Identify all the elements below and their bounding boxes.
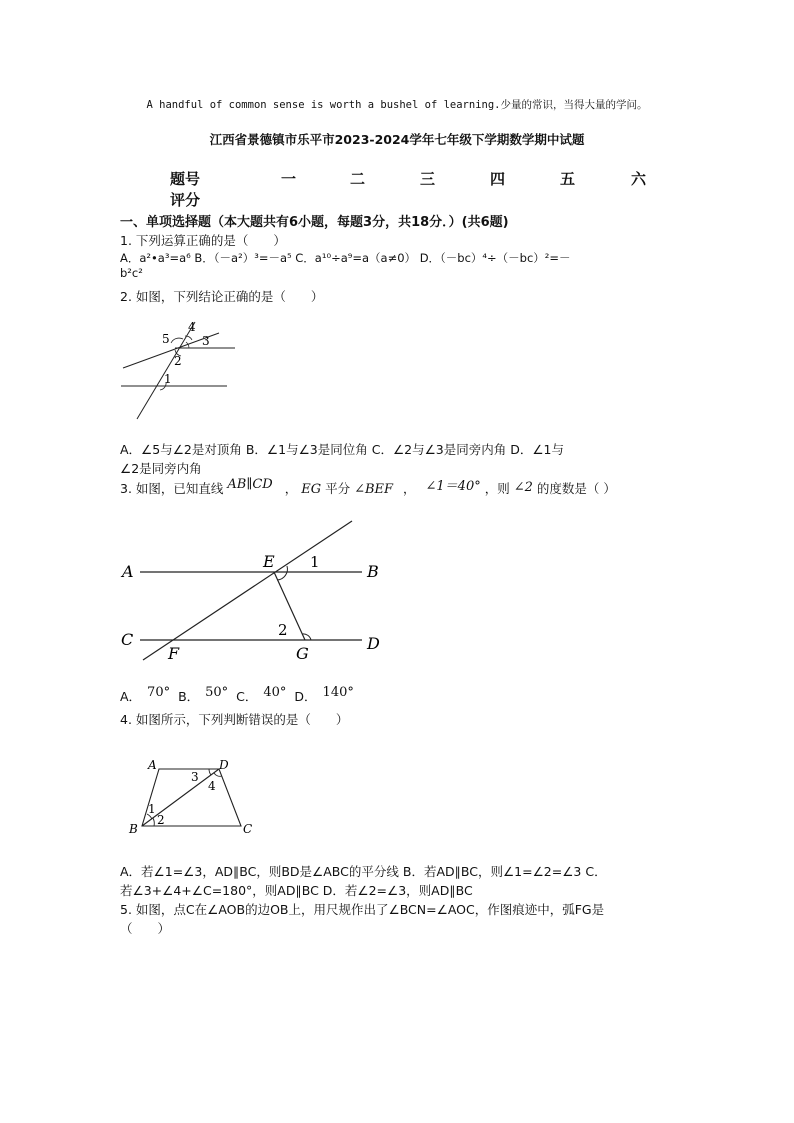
- q3-stem-a: 3. 如图，已知直线: [120, 481, 224, 496]
- q3-figure: [115, 514, 390, 664]
- q3-math-parallel: AB∥CD: [227, 477, 273, 492]
- q4-label-b: B: [129, 822, 138, 836]
- score-col-2: 二: [350, 170, 366, 188]
- q4-label-3: 3: [191, 770, 199, 784]
- q4-figure: [125, 755, 265, 837]
- q2-label-4: 4: [188, 320, 196, 334]
- q3-label-c: C: [121, 630, 134, 649]
- q3-option-c-value: 40°: [263, 685, 287, 700]
- q4-options-line2: 若∠3+∠4+∠C=180°，则AD∥BC D．若∠2=∠3，则AD∥BC: [120, 883, 473, 898]
- q2-label-3: 3: [202, 334, 210, 348]
- q1-stem: 1. 下列运算正确的是（ ）: [120, 233, 286, 248]
- q4-stem: 4. 如图所示，下列判断错误的是（ ）: [120, 712, 349, 727]
- q2-options-line2: ∠2是同旁内角: [120, 461, 202, 476]
- motto: A handful of common sense is worth a bushel of learning.少量的常识，当得大量的学问。: [146, 99, 648, 111]
- q4-diagonal-bd: [142, 769, 219, 826]
- q3-label-2: 2: [278, 621, 288, 639]
- score-col-5: 五: [560, 170, 576, 188]
- score-col-3: 三: [420, 170, 436, 188]
- q3-option-b-value: 50°: [205, 685, 229, 700]
- q4-label-c: C: [243, 822, 253, 836]
- q3-math-eg: EG: [301, 482, 322, 497]
- score-row-label: 评分: [170, 191, 201, 209]
- q3-sep-2: ，: [403, 481, 416, 496]
- q5-stem-line2: （ ）: [120, 921, 171, 936]
- score-col-6: 六: [631, 170, 647, 188]
- q3-line-ef: [143, 521, 352, 660]
- q3-label-a: A: [122, 562, 134, 581]
- q3-option-a-label: A．: [120, 689, 142, 704]
- score-table: [0, 168, 794, 212]
- q3-stem-b: 平分: [325, 481, 351, 496]
- q3-stem-d: 的度数是（ ）: [536, 481, 616, 496]
- q4-label-1: 1: [148, 802, 156, 816]
- q2-label-5: 5: [162, 332, 170, 346]
- q3-label-e: E: [263, 552, 275, 571]
- q3-stem-c: ，则: [484, 481, 510, 496]
- score-col-1: 一: [281, 170, 297, 188]
- q4-label-a: A: [148, 758, 157, 772]
- section-1-heading: 一、单项选择题（本大题共有6小题，每题3分，共18分．）(共6题): [120, 215, 509, 230]
- q2-label-2: 2: [174, 354, 182, 368]
- q4-arc-2: [153, 818, 154, 826]
- q3-option-a-value: 70°: [147, 685, 171, 700]
- score-head-label: 题号: [170, 170, 201, 188]
- q4-label-2: 2: [157, 813, 165, 827]
- q2-figure: [115, 316, 240, 421]
- q3-option-b-label: B．: [178, 689, 200, 704]
- q3-sep-1: ，: [284, 481, 298, 496]
- q3-math-angle2: ∠2: [513, 480, 533, 495]
- q4-label-4: 4: [208, 779, 216, 793]
- q1-options-line2: b²c²: [120, 266, 143, 280]
- q4-label-d: D: [219, 758, 229, 772]
- q2-stem: 2. 如图，下列结论正确的是（ ）: [120, 289, 324, 304]
- q4-arc-3: [209, 769, 211, 775]
- q3-label-f: F: [168, 644, 180, 663]
- q3-stem: [120, 478, 616, 500]
- q5-stem-line1: 5. 如图，点C在∠AOB的边OB上，用尺规作出了∠BCN=∠AOC，作图痕迹中，弧FG是: [120, 902, 605, 917]
- q3-label-g: G: [296, 644, 309, 663]
- q2-options-line1: A．∠5与∠2是对顶角 B．∠1与∠3是同位角 C．∠2与∠3是同旁内角 D．∠1与: [120, 442, 565, 457]
- exam-title: 江西省景德镇市乐平市2023-2024学年七年级下学期数学期中试题: [209, 132, 585, 147]
- score-col-4: 四: [490, 170, 506, 188]
- q3-math-angle-bef: ∠BEF: [354, 482, 394, 497]
- q3-options: [120, 687, 358, 705]
- q3-label-b: B: [367, 562, 379, 581]
- q1-options-line1: A．a²•a³=a⁶ B．（－a²）³=－a⁵ C．a¹⁰÷a⁹=a（a≠0） D．（－bc）⁴÷（－bc）²=－: [120, 251, 571, 265]
- q3-label-1: 1: [310, 553, 320, 571]
- q2-arc-5: [171, 338, 183, 343]
- q3-option-d-value: 140°: [322, 685, 354, 700]
- q3-math-angle1: ∠1＝40°: [425, 479, 481, 494]
- q3-option-d-label: D．: [294, 689, 317, 704]
- q4-options-line1: A．若∠1=∠3，AD∥BC，则BD是∠ABC的平分线 B．若AD∥BC，则∠1=∠2=∠3 C．: [120, 864, 607, 879]
- q3-option-c-label: C．: [236, 689, 258, 704]
- q2-label-1: 1: [164, 372, 172, 386]
- q3-label-d: D: [367, 634, 380, 653]
